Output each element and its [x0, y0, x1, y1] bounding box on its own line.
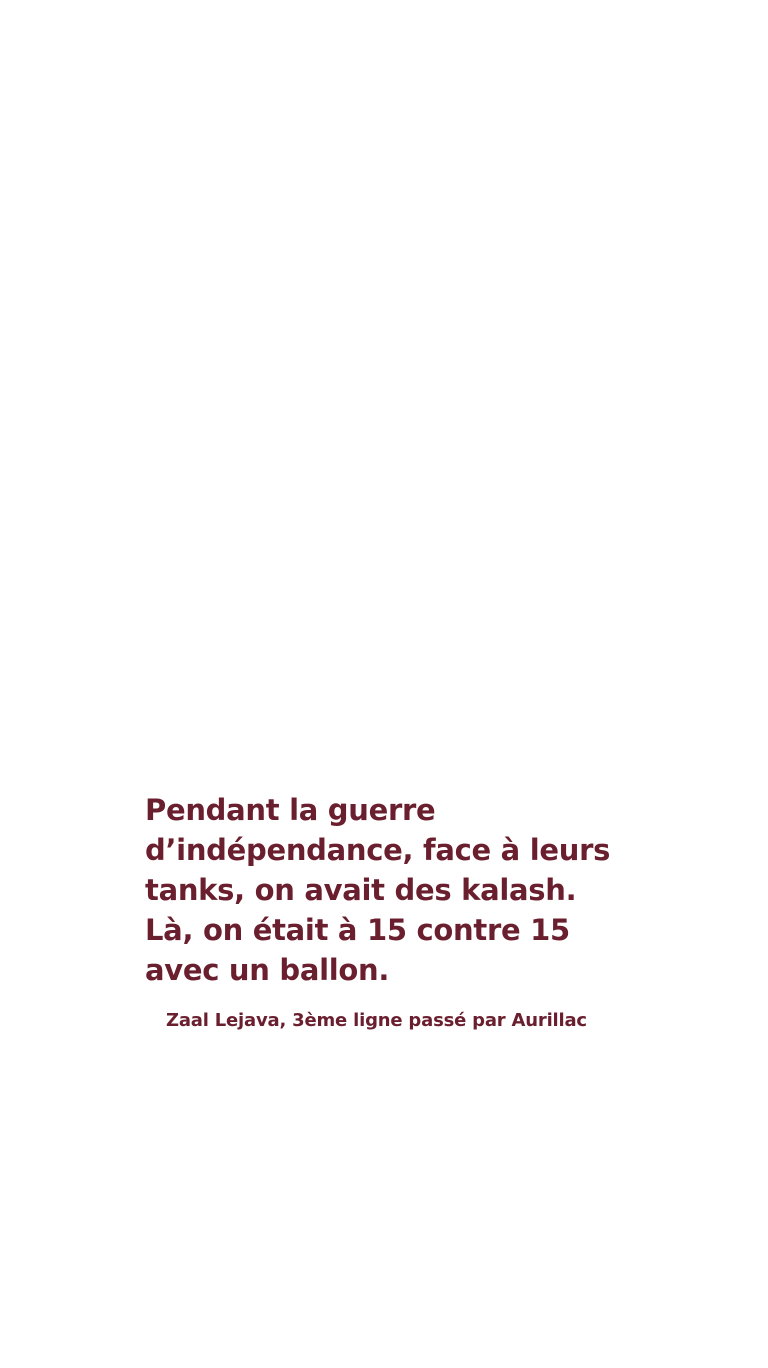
quote-line: Là, on était à 15 contre 15 — [145, 913, 570, 947]
quote-attribution: Zaal Lejava, 3ème ligne passé par Aurillac — [166, 1010, 587, 1031]
quote-line: tanks, on avait des kalash. — [145, 873, 577, 907]
quote-block — [145, 790, 645, 990]
quote-line: Pendant la guerre — [145, 793, 436, 827]
quote-line: d’indépendance, face à leurs — [145, 833, 611, 867]
quote-line: avec un ballon. — [145, 953, 390, 987]
